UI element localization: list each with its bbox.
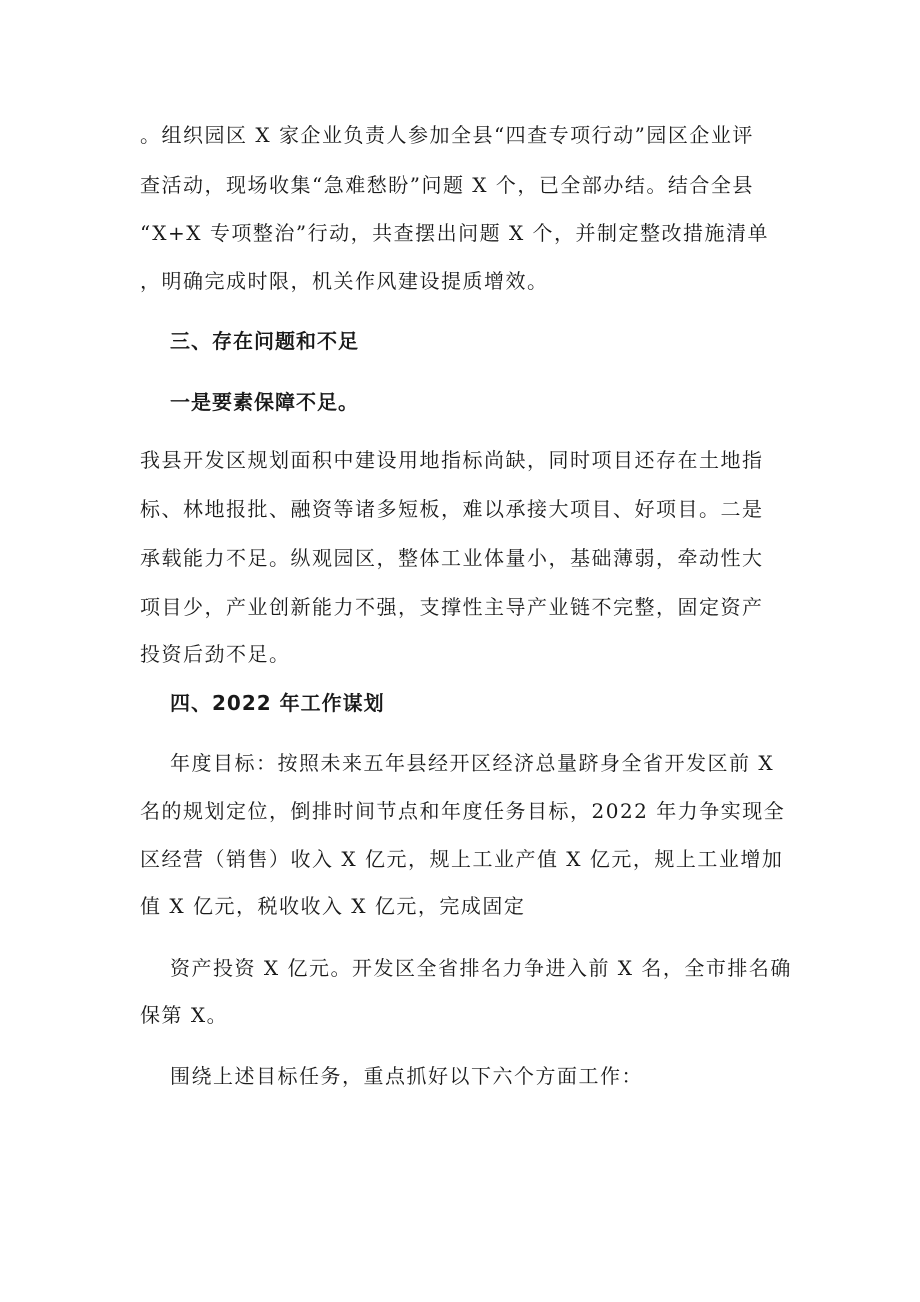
text-line: “X+X 专项整治”行动，共查摆出问题 X 个，并制定整改措施清单 xyxy=(140,221,770,245)
section-heading-problems: 三、存在问题和不足 xyxy=(170,329,359,353)
paragraph-six-aspects-intro: 围绕上述目标任务，重点抓好以下六个方面工作： xyxy=(170,1064,643,1088)
text-line: 年度目标：按照未来五年县经开区经济总量跻身全省开发区前 X xyxy=(170,751,775,775)
text-line: 资产投资 X 亿元。开发区全省排名力争进入前 X 名，全市排名确 xyxy=(170,956,792,980)
text-line: 区经营（销售）收入 X 亿元，规上工业产值 X 亿元，规上工业增加 xyxy=(140,847,784,871)
text-line: 承载能力不足。纵观园区，整体工业体量小，基础薄弱，牵动性大 xyxy=(140,546,764,570)
text-line: 名的规划定位，倒排时间节点和年度任务目标，2022 年力争实现全 xyxy=(140,799,786,823)
text-line: ，明确完成时限，机关作风建设提质增效。 xyxy=(140,269,549,293)
text-line: 项目少，产业创新能力不强，支撑性主导产业链不完整，固定资产 xyxy=(140,595,764,619)
text-line: 查活动，现场收集“急难愁盼”问题 X 个，已全部办结。结合全县 xyxy=(140,173,754,197)
text-line: 保第 X。 xyxy=(140,1003,229,1027)
text-line: 投资后劲不足。 xyxy=(140,642,291,666)
text-line: 值 X 亿元，税收收入 X 亿元，完成固定 xyxy=(140,894,526,918)
section-heading-2022-plan: 四、2022 年工作谋划 xyxy=(170,691,385,715)
text-line: 。组织园区 X 家企业负责人参加全县“四查专项行动”园区企业评 xyxy=(140,123,754,147)
text-line: 标、林地报批、融资等诸多短板，难以承接大项目、好项目。二是 xyxy=(140,497,764,521)
subheading-factor-guarantee: 一是要素保障不足。 xyxy=(170,390,359,414)
text-line: 我县开发区规划面积中建设用地指标尚缺，同时项目还存在土地指 xyxy=(140,448,764,472)
